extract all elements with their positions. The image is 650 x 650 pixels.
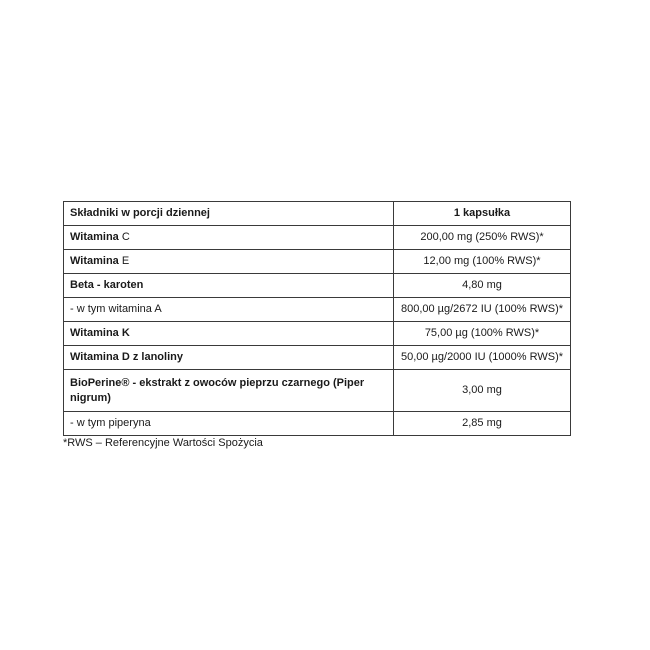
ingredient-name-rest: C bbox=[118, 231, 130, 243]
header-amount: 1 kapsułka bbox=[394, 202, 571, 226]
table-header-row bbox=[64, 202, 571, 226]
ingredient-cell bbox=[64, 370, 394, 412]
rws-footnote: *RWS – Referencyjne Wartości Spożycia bbox=[63, 437, 263, 449]
amount-cell: 800,00 µg/2672 IU (100% RWS)* bbox=[394, 298, 571, 322]
header-ingredient: Składniki w porcji dziennej bbox=[64, 202, 394, 226]
ingredient-cell bbox=[64, 322, 394, 346]
ingredient-cell bbox=[64, 298, 394, 322]
amount-cell: 50,00 µg/2000 IU (1000% RWS)* bbox=[394, 346, 571, 370]
amount-cell: 12,00 mg (100% RWS)* bbox=[394, 250, 571, 274]
ingredient-name-bold: Witamina bbox=[70, 231, 119, 243]
ingredient-name-bold: Witamina D z lanoliny bbox=[70, 351, 183, 363]
table-row bbox=[64, 346, 571, 370]
table-row bbox=[64, 226, 571, 250]
table-row bbox=[64, 274, 571, 298]
ingredient-cell bbox=[64, 412, 394, 436]
amount-cell: 2,85 mg bbox=[394, 412, 571, 436]
table-row bbox=[64, 298, 571, 322]
ingredient-cell bbox=[64, 250, 394, 274]
amount-cell: 4,80 mg bbox=[394, 274, 571, 298]
nutrition-table bbox=[63, 201, 571, 436]
table-row bbox=[64, 250, 571, 274]
table-row bbox=[64, 370, 571, 412]
table-row bbox=[64, 322, 571, 346]
amount-cell: 200,00 mg (250% RWS)* bbox=[394, 226, 571, 250]
table-row bbox=[64, 412, 571, 436]
ingredient-name-rest: - w tym witamina A bbox=[70, 303, 162, 315]
amount-cell: 3,00 mg bbox=[394, 370, 571, 412]
ingredient-name-rest: E bbox=[118, 255, 130, 267]
amount-cell: 75,00 µg (100% RWS)* bbox=[394, 322, 571, 346]
ingredient-name-bold: BioPerine® - ekstrakt z owoców pieprzu czarnego (Piper nigrum) bbox=[70, 376, 365, 404]
nutrition-table-container bbox=[63, 201, 570, 436]
ingredient-name-rest: - w tym piperyna bbox=[70, 417, 151, 429]
ingredient-cell bbox=[64, 274, 394, 298]
ingredient-name-bold: Witamina bbox=[70, 255, 119, 267]
ingredient-cell bbox=[64, 346, 394, 370]
ingredient-cell bbox=[64, 226, 394, 250]
ingredient-name-bold: Witamina K bbox=[70, 327, 130, 339]
ingredient-name-bold: Beta - karoten bbox=[70, 279, 144, 291]
